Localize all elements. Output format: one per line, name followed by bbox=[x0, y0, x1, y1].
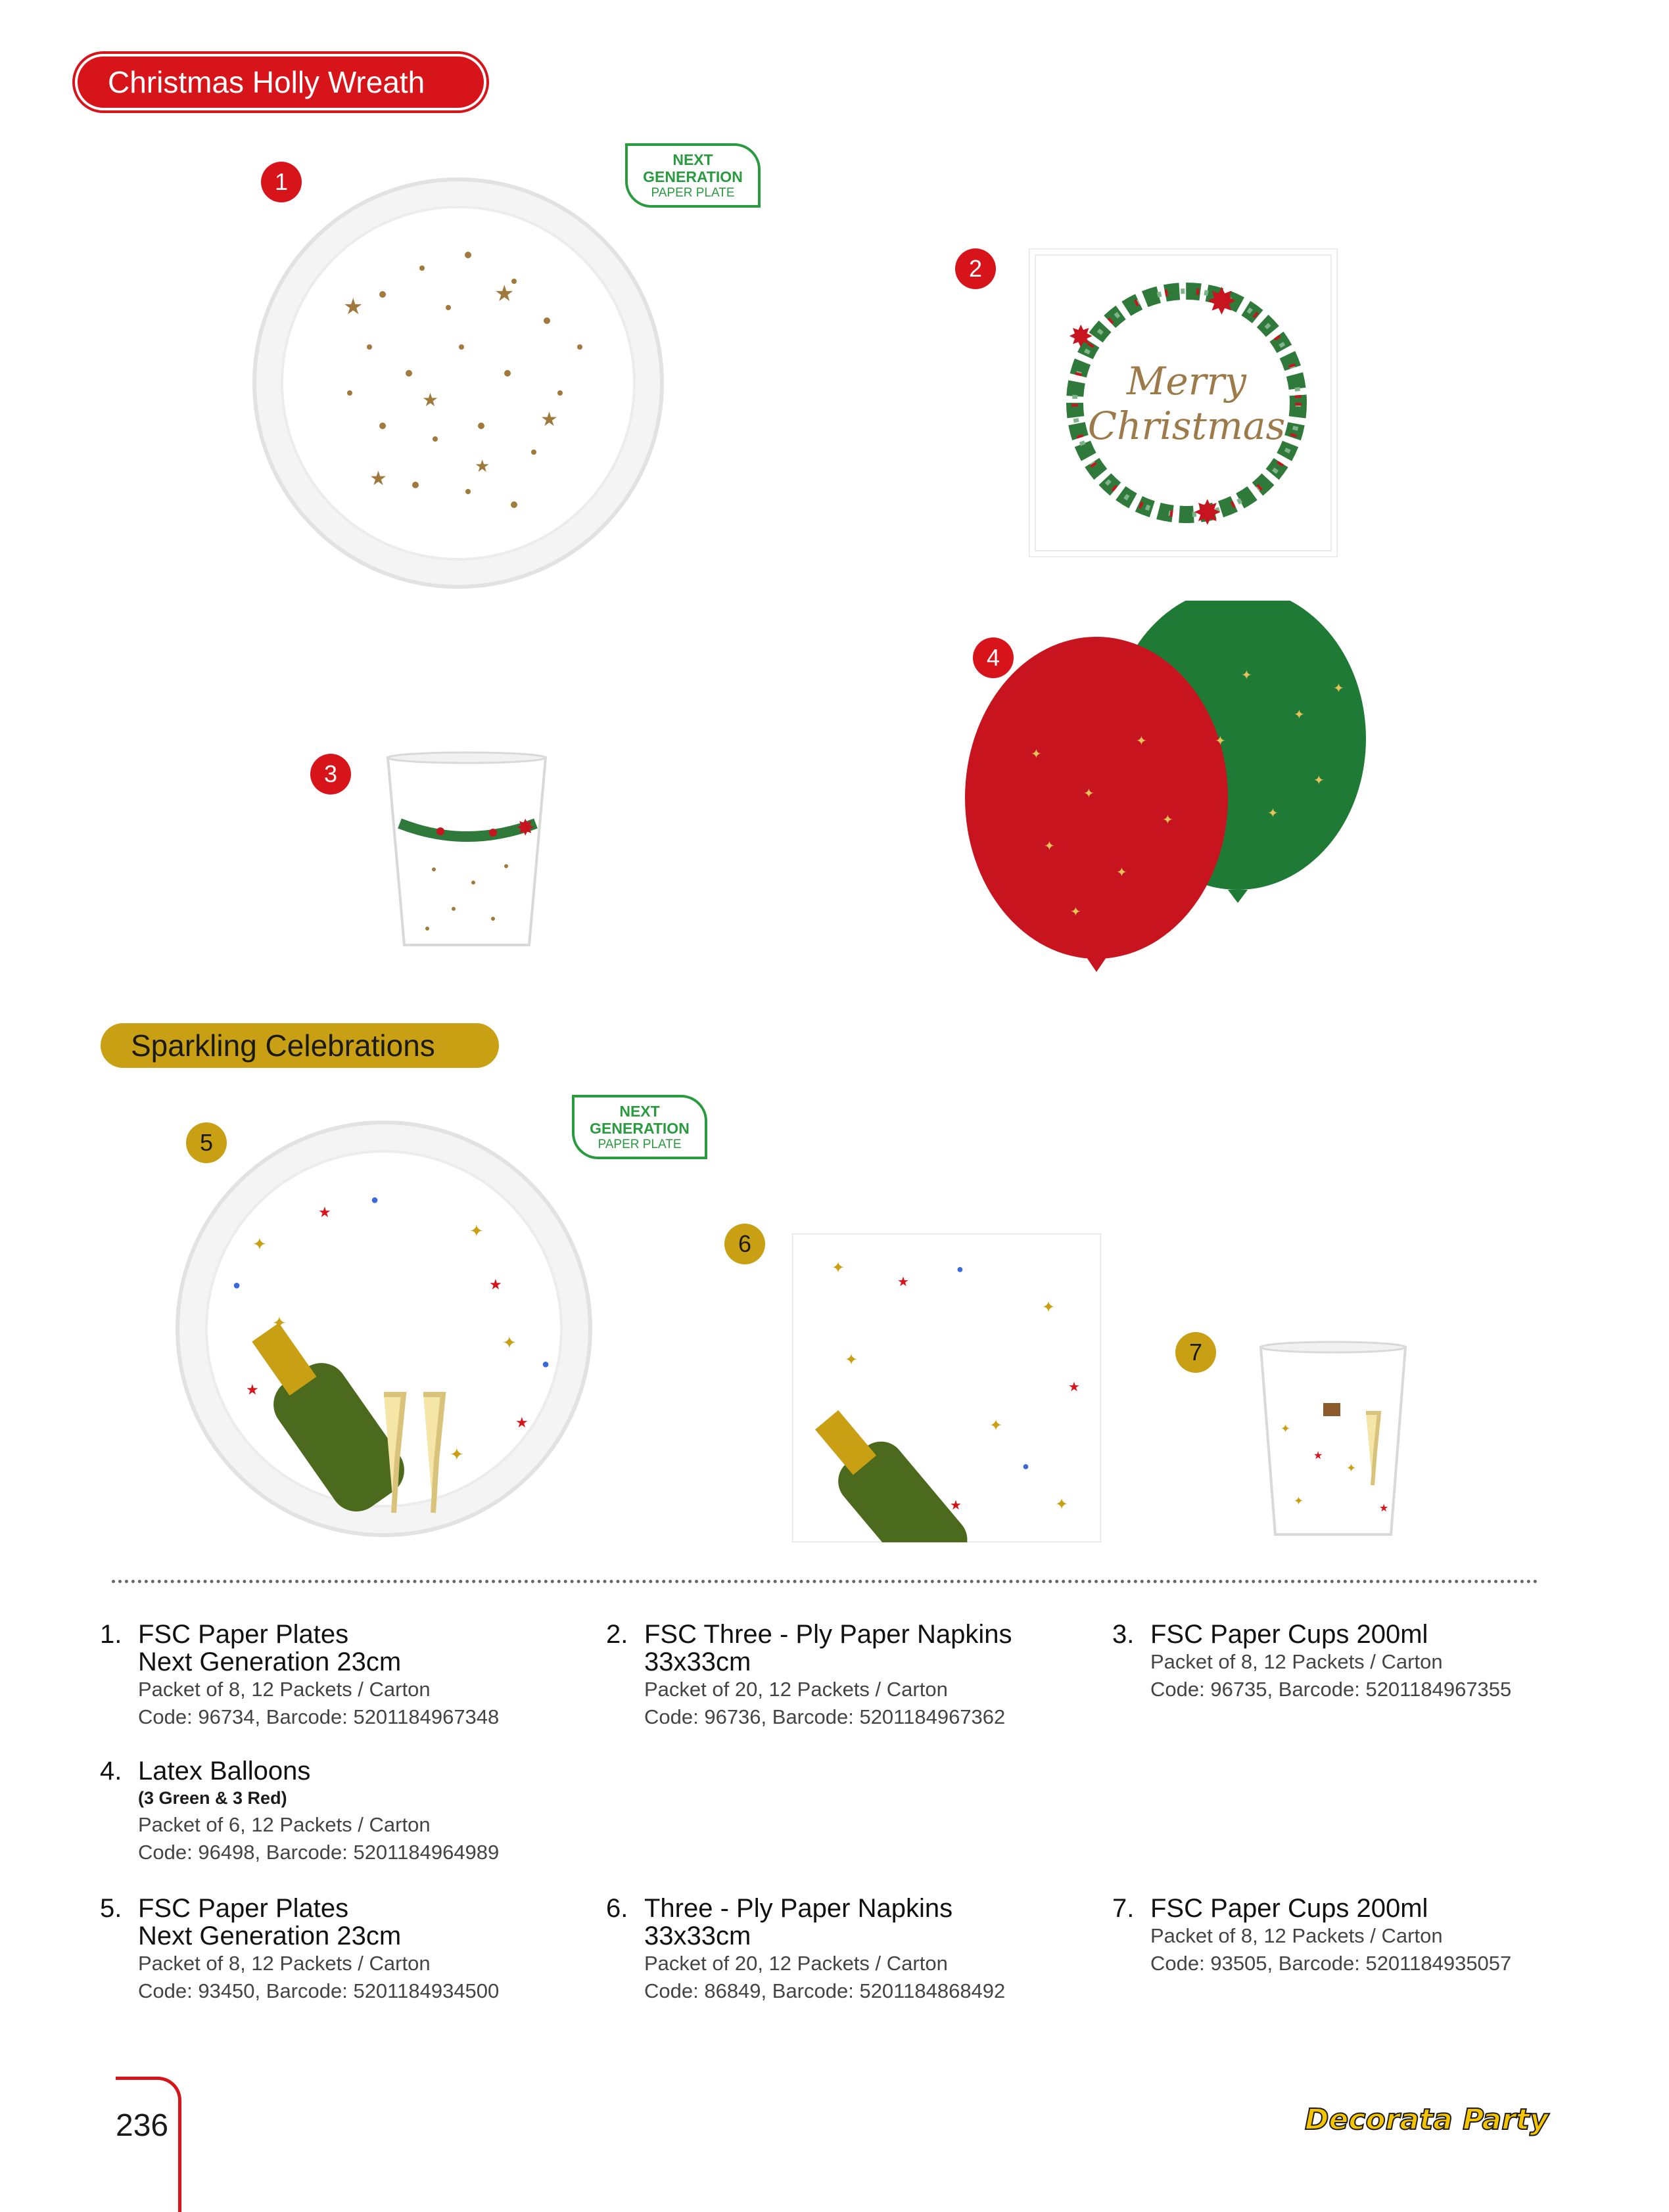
svg-text:✦: ✦ bbox=[1044, 839, 1055, 854]
svg-text:★: ★ bbox=[515, 1414, 529, 1431]
svg-text:★: ★ bbox=[1313, 1450, 1323, 1462]
item-title: Three - Ply Paper Napkins 33x33cm bbox=[644, 1894, 953, 1950]
product-image-balloons bbox=[965, 601, 1425, 1061]
svg-text:✦: ✦ bbox=[1031, 747, 1042, 762]
item-3 bbox=[1112, 1621, 1572, 1703]
svg-text:★: ★ bbox=[369, 468, 387, 490]
badge-3: 3 bbox=[310, 754, 351, 795]
item-number: 1. bbox=[100, 1620, 122, 1649]
svg-text:✸: ✸ bbox=[516, 816, 535, 841]
item-title: FSC Paper Cups 200ml bbox=[1150, 1620, 1428, 1649]
product-image-cup-wreath bbox=[381, 751, 552, 948]
item-code: Code: 96735, Barcode: 5201184967355 bbox=[1150, 1678, 1512, 1701]
item-code: Code: 96736, Barcode: 5201184967362 bbox=[644, 1705, 1006, 1728]
svg-text:●: ● bbox=[542, 1357, 550, 1371]
svg-text:★: ★ bbox=[494, 281, 515, 306]
svg-text:✦: ✦ bbox=[1333, 681, 1344, 696]
svg-text:✦: ✦ bbox=[469, 1221, 484, 1241]
svg-text:✦: ✦ bbox=[502, 1333, 517, 1352]
svg-text:✦: ✦ bbox=[1294, 708, 1305, 722]
svg-text:✦: ✦ bbox=[1346, 1462, 1357, 1475]
product-image-plate-champagne bbox=[174, 1118, 594, 1539]
svg-text:✦: ✦ bbox=[1055, 1496, 1069, 1513]
item-number: 3. bbox=[1112, 1620, 1135, 1649]
item-number: 2. bbox=[606, 1620, 628, 1649]
svg-text:✦: ✦ bbox=[450, 1444, 464, 1464]
brand-logo: Decorata Party bbox=[1305, 2103, 1549, 2136]
dotted-divider bbox=[112, 1580, 1538, 1583]
svg-text:✦: ✦ bbox=[252, 1234, 267, 1254]
svg-text:✦: ✦ bbox=[1215, 734, 1226, 749]
next-generation-line1: NEXT bbox=[672, 151, 713, 168]
item-5 bbox=[100, 1895, 560, 2005]
badge-6: 6 bbox=[724, 1224, 765, 1264]
next-generation-line3: PAPER PLATE bbox=[598, 1138, 682, 1151]
svg-text:✸: ✸ bbox=[1206, 281, 1237, 322]
svg-text:✦: ✦ bbox=[1267, 806, 1279, 821]
item-title: FSC Three - Ply Paper Napkins 33x33cm bbox=[644, 1620, 1012, 1676]
svg-text:★: ★ bbox=[540, 409, 558, 430]
next-generation-line2: GENERATION bbox=[643, 168, 743, 185]
svg-text:✦: ✦ bbox=[1294, 1494, 1304, 1508]
svg-text:✦: ✦ bbox=[1136, 734, 1147, 749]
svg-text:★: ★ bbox=[950, 1498, 962, 1513]
svg-text:✦: ✦ bbox=[989, 1417, 1003, 1435]
item-title: FSC Paper Plates Next Generation 23cm bbox=[138, 1894, 402, 1950]
item-title: FSC Paper Plates Next Generation 23cm bbox=[138, 1620, 402, 1676]
item-6 bbox=[606, 1895, 1066, 2005]
item-packing: Packet of 8, 12 Packets / Carton bbox=[1150, 1650, 1443, 1673]
item-packing: Packet of 20, 12 Packets / Carton bbox=[644, 1678, 948, 1701]
item-subtitle: (3 Green & 3 Red) bbox=[138, 1788, 287, 1808]
svg-text:✦: ✦ bbox=[272, 1313, 287, 1333]
section-title-sparkling: Sparkling Celebrations bbox=[101, 1023, 499, 1068]
svg-text:✦: ✦ bbox=[1313, 773, 1325, 788]
svg-text:★: ★ bbox=[1068, 1380, 1080, 1394]
item-packing: Packet of 6, 12 Packets / Carton bbox=[138, 1813, 431, 1836]
svg-text:●: ● bbox=[371, 1193, 379, 1207]
svg-text:●: ● bbox=[1022, 1460, 1029, 1473]
svg-text:✦: ✦ bbox=[1042, 1299, 1056, 1316]
svg-text:★: ★ bbox=[422, 390, 439, 410]
badge-7: 7 bbox=[1175, 1332, 1216, 1373]
item-packing: Packet of 20, 12 Packets / Carton bbox=[644, 1952, 948, 1975]
svg-text:✦: ✦ bbox=[1162, 813, 1173, 827]
svg-text:✦: ✦ bbox=[845, 1351, 858, 1369]
item-code: Code: 96498, Barcode: 5201184964989 bbox=[138, 1841, 500, 1864]
svg-text:✦: ✦ bbox=[1281, 1422, 1291, 1435]
item-packing: Packet of 8, 12 Packets / Carton bbox=[1150, 1924, 1443, 1947]
item-1 bbox=[100, 1621, 560, 1731]
badge-2: 2 bbox=[955, 248, 996, 289]
svg-text:●: ● bbox=[233, 1278, 241, 1293]
product-image-cup-champagne bbox=[1254, 1341, 1412, 1538]
item-number: 5. bbox=[100, 1894, 122, 1923]
item-7 bbox=[1112, 1895, 1572, 1977]
next-generation-line2: GENERATION bbox=[590, 1120, 690, 1137]
svg-text:✦: ✦ bbox=[1070, 905, 1081, 919]
next-generation-line1: NEXT bbox=[619, 1103, 660, 1120]
badge-5: 5 bbox=[186, 1122, 227, 1163]
svg-text:★: ★ bbox=[318, 1204, 331, 1220]
svg-text:✸: ✸ bbox=[1068, 319, 1094, 354]
item-code: Code: 93505, Barcode: 5201184935057 bbox=[1150, 1952, 1512, 1975]
svg-text:★: ★ bbox=[1379, 1503, 1389, 1514]
svg-text:●: ● bbox=[956, 1262, 964, 1276]
item-code: Code: 86849, Barcode: 5201184868492 bbox=[644, 1979, 1006, 2002]
item-2 bbox=[606, 1621, 1066, 1731]
badge-4: 4 bbox=[973, 637, 1014, 678]
svg-text:★: ★ bbox=[897, 1275, 909, 1289]
napkin-christmas-text: Christmas bbox=[1087, 403, 1286, 448]
item-number: 7. bbox=[1112, 1894, 1135, 1923]
item-number: 6. bbox=[606, 1894, 628, 1923]
svg-text:★: ★ bbox=[475, 456, 490, 476]
item-code: Code: 93450, Barcode: 5201184934500 bbox=[138, 1979, 500, 2002]
item-packing: Packet of 8, 12 Packets / Carton bbox=[138, 1678, 431, 1701]
napkin-merry-text: Merry bbox=[1127, 359, 1246, 403]
product-image-napkin-champagne bbox=[792, 1233, 1101, 1542]
product-image-plate-stars bbox=[251, 176, 665, 590]
item-number: 4. bbox=[100, 1757, 122, 1786]
section-title-christmas: Christmas Holly Wreath bbox=[75, 54, 486, 110]
page-number: 236 bbox=[116, 2108, 169, 2143]
item-4 bbox=[100, 1757, 560, 1866]
svg-text:★: ★ bbox=[246, 1381, 259, 1398]
page-corner-mark bbox=[116, 2077, 181, 2212]
svg-text:✦: ✦ bbox=[1083, 787, 1094, 801]
svg-text:★: ★ bbox=[489, 1276, 502, 1293]
svg-text:✦: ✦ bbox=[1116, 865, 1127, 880]
svg-text:✦: ✦ bbox=[1241, 668, 1252, 683]
item-code: Code: 96734, Barcode: 5201184967348 bbox=[138, 1705, 500, 1728]
badge-1: 1 bbox=[261, 162, 302, 202]
svg-text:✸: ✸ bbox=[1193, 494, 1222, 532]
item-title: Latex Balloons bbox=[138, 1757, 311, 1786]
next-generation-line3: PAPER PLATE bbox=[651, 186, 735, 200]
svg-text:✦: ✦ bbox=[832, 1259, 845, 1277]
svg-text:★: ★ bbox=[343, 294, 364, 319]
item-packing: Packet of 8, 12 Packets / Carton bbox=[138, 1952, 431, 1975]
item-title: FSC Paper Cups 200ml bbox=[1150, 1894, 1428, 1923]
product-image-napkin-wreath bbox=[1029, 248, 1338, 557]
